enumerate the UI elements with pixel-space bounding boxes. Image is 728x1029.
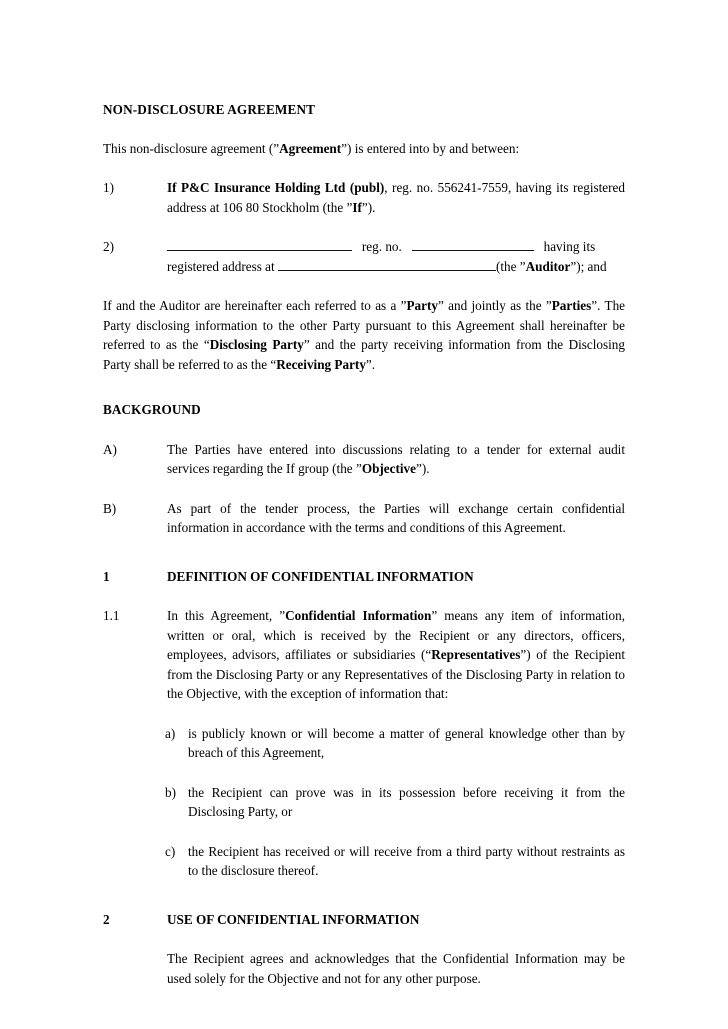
term-agreement: Agreement [279,140,342,156]
section-1-heading-row [103,567,625,587]
section-2-paragraph: The Recipient agrees and acknowledges that the Confidential Information may be used solely for the Objective and not for any other purpose. [167,951,625,986]
intro-text-before: This non-disclosure agreement ( [103,140,274,156]
term-confidential-information: Confidential Information [285,608,432,623]
quote-open-party: ” [400,298,407,313]
section-1-number: 1 [103,568,110,584]
party-2-reg-label: reg. no. [361,239,402,254]
def-text-4: and the party receiving information from the Disclosing Party shall be referred to as the [103,337,625,372]
parties-definition-paragraph [103,296,625,374]
party-1-company: If P&C Insurance Holding Ltd (publ) [167,180,385,195]
subclause-a-marker: a) [165,725,176,741]
party-1-tail: ). [367,199,376,215]
clause-1-1-row [103,606,625,704]
def-text-1: If and the Auditor are hereinafter each referred to as a [103,298,401,313]
quote-open-if: ” [346,199,353,215]
clause-1-1-text-1: In this Agreement, [167,608,280,623]
party-2-the-label: (the [495,258,520,274]
quote-open-representatives: “ [425,647,432,662]
quote-open-parties: ” [545,298,552,313]
subclause-a [165,724,625,763]
clause-1-1-body [167,606,625,704]
page-title: NON-DISCLOSURE AGREEMENT [103,102,316,117]
subclause-c-marker: c) [165,843,176,859]
subclause-c [165,842,625,881]
quote-close-disclosing: ” [303,337,310,352]
document-body [103,100,625,988]
party-2-body [167,237,625,276]
party-2-regno-blank[interactable] [412,238,534,251]
term-parties: Parties [551,298,592,313]
def-text-3: . The Party disclosing information to the other Party pursuant to this Agreement shall hereinafter be referred to as the [103,298,626,352]
quote-close-auditor: ” [570,258,577,274]
intro-paragraph [103,139,625,159]
intro-text-after: ) is entered into by and between: [347,140,520,156]
section-1-heading: DEFINITION OF CONFIDENTIAL INFORMATION [167,568,474,584]
party-2-tail: ); and [576,258,607,274]
party-2-row [103,237,625,276]
party-2-name-blank[interactable] [167,238,352,251]
quote-open-disclosing: “ [203,337,210,352]
subclause-c-text: the Recipient has received or will receive from a third party without restraints as to the disclosure thereof. [188,843,625,878]
def-text-5: . [371,356,376,372]
party-1-row [103,178,625,217]
clause-1-1-text-2: means any item of information, written or oral, which is received by the Recipient or any directors, officers, employees, advisors, affiliates or subsidiaries ( [167,608,625,662]
party-2-marker: 2) [103,239,114,254]
background-heading: BACKGROUND [103,402,201,417]
background-item-b-body: As part of the tender process, the Parties will exchange certain confidential information in accordance with the terms and conditions of this Agreement. [167,500,625,535]
quote-close-parties: ” [591,298,598,313]
quote-close-if: ” [361,199,368,215]
party-1-marker: 1) [103,180,114,195]
background-item-a-marker: A) [103,441,117,457]
party-2-having-its: having its [543,239,596,254]
term-disclosing-party: Disclosing Party [209,337,304,352]
quote-close-receiving: ” [365,356,372,372]
section-2-heading: USE OF CONFIDENTIAL INFORMATION [167,911,420,927]
quote-close-party: ” [437,298,444,313]
party-2-address-label: registered address at [167,258,275,274]
section-2-paragraph-row [103,949,625,988]
quote-close-representatives: ” [520,647,527,662]
background-a-text: The Parties have entered into discussions relating to a tender for external audit services regarding the If group (the [167,441,625,476]
quote-close-objective: ” [416,461,422,476]
section-2-heading-row [103,910,625,930]
party-1-body [167,178,625,217]
background-item-b [103,499,625,538]
section-2-number: 2 [103,911,110,927]
term-representatives: Representatives [431,647,521,662]
party-1-registration: , reg. no. 556241-7559, having its registered address at 106 80 Stockholm (the [167,180,625,215]
quote-open-objective: ” [355,461,362,476]
subclause-b-marker: b) [165,784,176,800]
background-item-a-body [167,440,625,479]
subclause-b [165,783,625,822]
clause-1-1-number: 1.1 [103,608,120,623]
party-2-address-blank[interactable] [278,258,496,271]
background-item-a [103,440,625,479]
quote-close-ci: ” [431,608,438,623]
quote-open: ” [273,140,280,156]
def-text-2: and jointly as the [443,298,546,313]
term-receiving-party: Receiving Party [276,356,366,372]
term-if: If [352,199,362,215]
subclause-a-text: is publicly known or will become a matter of general knowledge other than by breach of this Agreement, [188,725,625,760]
quote-close: ” [341,140,348,156]
term-party: Party [406,298,438,313]
clause-1-1-text-3: ) of the Recipient from the Disclosing Party or any Representatives of the Disclosing Party in relation to the Objective, with the exception of information that: [167,647,625,701]
term-auditor: Auditor [525,258,571,274]
background-a-tail: ). [421,461,430,476]
quote-open-ci: ” [279,608,286,623]
term-objective: Objective [361,461,417,476]
quote-open-auditor: ” [519,258,526,274]
background-item-b-marker: B) [103,500,117,516]
subclause-b-text: the Recipient can prove was in its possession before receiving it from the Disclosing Party, or [188,784,625,819]
quote-open-receiving: “ [270,356,277,372]
